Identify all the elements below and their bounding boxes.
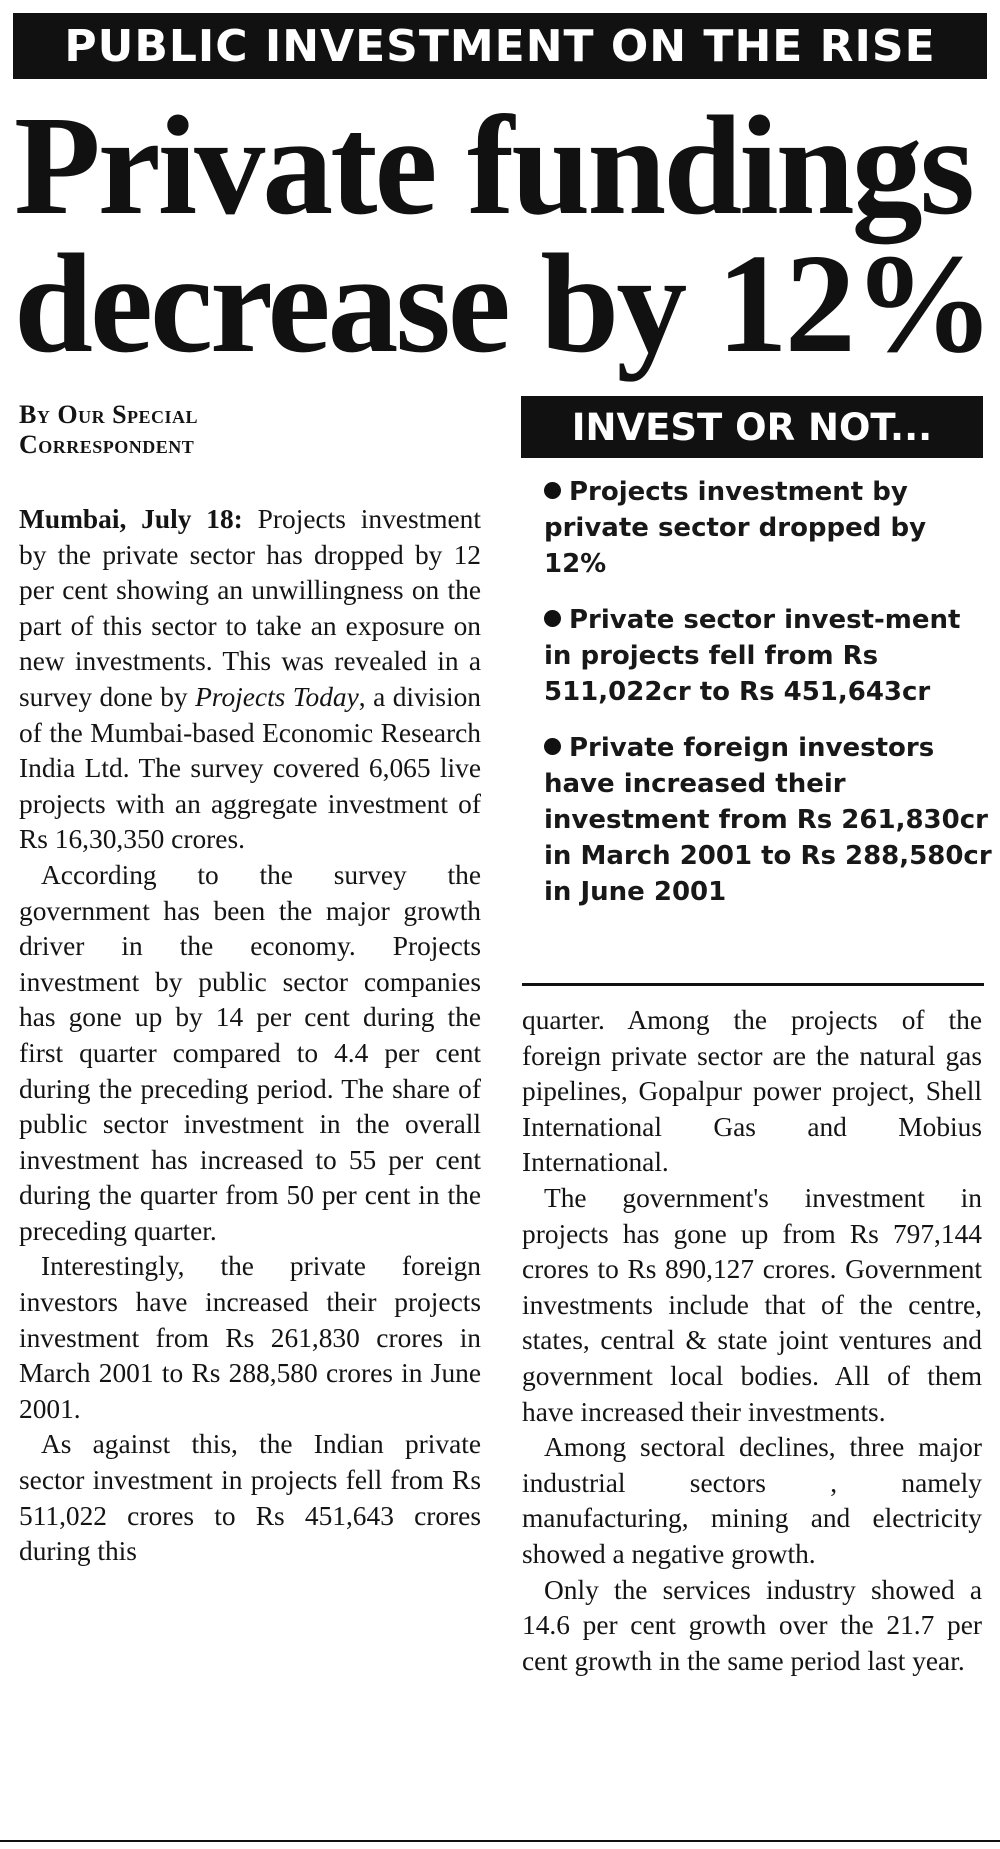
article-column-right [522, 1003, 982, 1679]
byline-line-2: Correspondent [19, 430, 195, 459]
sidebar-title: INVEST OR NOT... [521, 396, 983, 458]
sidebar-bullet [544, 730, 994, 910]
bullet-dot-icon [544, 482, 561, 499]
bullet-text: Projects investment by private sector dropped by 12% [544, 477, 927, 579]
headline [14, 86, 994, 382]
dateline: Mumbai, July 18: [19, 504, 243, 534]
article-paragraph-4-start: As against this, the Indian private sector investment in projects fell from Rs 511,022 crores to Rs 451,643 crores during this [19, 1429, 481, 1567]
article-paragraph-4-continued: quarter. Among the projects of the foreign private sector are the natural gas pipelines, Gopalpur power project, Shell International Gas and Mobius International. [522, 1005, 982, 1178]
article-paragraph-5: The government's investment in projects has gone up from Rs 797,144 crores to Rs 890,127 crores. Government investments include that of the centre, states, central & state joint ventures and government local bodies. All of them have increased their investments. [522, 1182, 982, 1427]
byline-line-1: By Our Special [19, 400, 199, 429]
paragraph-1-tail: , a division of the Mumbai-based Economic Research India Ltd. The survey covered 6,065 live projects with an aggregate investment of Rs 16,30,350 crores. [19, 681, 481, 855]
sidebar-bullet [544, 602, 994, 710]
article-paragraph-6: Among sectoral declines, three major industrial sectors , namely manufacturing, mining and electricity showed a negative growth. [522, 1432, 982, 1569]
bullet-dot-icon [544, 610, 561, 627]
paragraph-1-text: Projects investment by the private sector has dropped by 12 per cent showing an unwillingness on the part of this sector to take an exposure on new investments. This was revealed in a survey done by [19, 504, 481, 712]
bullet-text: Private foreign investors have increased their investment from Rs 261,830cr in March 2001 to Rs 288,580cr in June 2001 [544, 733, 992, 907]
sidebar-bullet [544, 474, 994, 582]
bullet-dot-icon [544, 738, 561, 755]
page-bottom-rule [0, 1840, 1000, 1842]
byline [19, 400, 499, 460]
headline-line-1: Private fundings [14, 86, 972, 244]
sidebar-bullets [544, 474, 994, 930]
publication-name: Projects Today [195, 681, 359, 712]
bullet-text: Private sector invest-ment in projects fell from Rs 511,022cr to Rs 451,643cr [544, 605, 961, 707]
article-column-left [19, 502, 481, 1570]
headline-line-2: decrease by 12% [14, 224, 992, 382]
section-banner: PUBLIC INVESTMENT ON THE RISE [13, 13, 987, 79]
article-paragraph-7: Only the services industry showed a 14.6 per cent growth over the 21.7 per cent growth in the same period last year. [522, 1574, 982, 1676]
article-paragraph-1 [19, 502, 481, 858]
sidebar-divider [522, 983, 984, 986]
article-paragraph-2: According to the survey the government has been the major growth driver in the economy. Projects investment by public sector companies has gone up by 14 per cent during the first quarter compared to 4.4 per cent during the preceding period. The share of public sector investment in the overall investment has increased to 55 per cent during the quarter from 50 per cent in the preceding quarter. [19, 859, 481, 1246]
article-paragraph-3: Interestingly, the private foreign investors have increased their projects investment from Rs 261,830 crores in March 2001 to Rs 288,580 crores in June 2001. [19, 1251, 481, 1424]
